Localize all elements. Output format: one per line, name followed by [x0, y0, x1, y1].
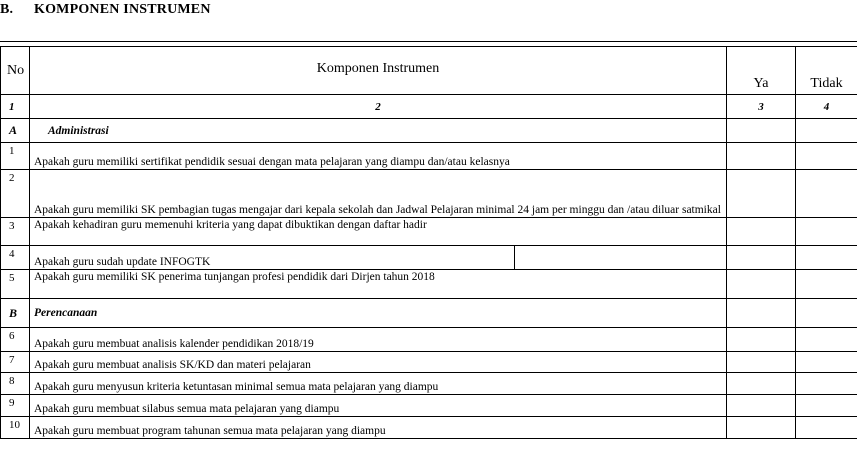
row-number: 8 — [1, 373, 30, 395]
row-text-cell — [30, 143, 727, 170]
row-text: Apakah guru memiliki SK penerima tunjangan profesi pendidik dari Dirjen tahun 2018 — [34, 271, 435, 283]
header-row — [1, 47, 857, 95]
yes-cell[interactable] — [727, 417, 796, 439]
section-number: B. — [0, 2, 14, 17]
yes-cell[interactable] — [727, 270, 796, 299]
table-row — [1, 373, 857, 395]
no-cell[interactable] — [796, 270, 857, 299]
section-row — [1, 119, 857, 143]
top-rule — [0, 41, 857, 42]
row-text-cell — [30, 373, 727, 395]
no-cell[interactable] — [796, 119, 857, 143]
row-text-cell — [30, 395, 727, 417]
section-label: Perencanaan — [34, 307, 98, 319]
section-title-cell — [30, 119, 727, 143]
index-cell: 4 — [796, 95, 857, 119]
row-number: 4 — [1, 246, 30, 270]
index-cell: 3 — [727, 95, 796, 119]
row-number: 2 — [1, 170, 30, 218]
yes-cell[interactable] — [727, 119, 796, 143]
row-text: Apakah guru memiliki sertifikat pendidik sesuai dengan mata pelajaran yang diampu dan/atau kelasnya — [34, 156, 510, 168]
header-yes: Ya — [727, 47, 796, 95]
index-cell: 2 — [30, 95, 727, 119]
row-number: 5 — [1, 270, 30, 299]
yes-cell[interactable] — [727, 299, 796, 328]
table-row — [1, 328, 857, 352]
no-cell[interactable] — [796, 328, 857, 352]
section-code: A — [1, 119, 30, 143]
yes-cell[interactable] — [727, 352, 796, 373]
row-text: Apakah guru membuat analisis SK/KD dan materi pelajaran — [34, 359, 311, 371]
yes-cell[interactable] — [727, 395, 796, 417]
no-cell[interactable] — [796, 417, 857, 439]
yes-cell[interactable] — [727, 328, 796, 352]
row-number: 1 — [1, 143, 30, 170]
yes-cell[interactable] — [727, 373, 796, 395]
row-text: Apakah guru memiliki SK pembagian tugas mengajar dari kepala sekolah dan Jadwal Pelajaran minimal 24 jam per minggu dan /atau diluar satmikal — [34, 204, 721, 216]
no-cell[interactable] — [796, 218, 857, 246]
section-heading — [0, 2, 211, 18]
row-text-cell — [30, 352, 727, 373]
yes-cell[interactable] — [727, 170, 796, 218]
table-row — [1, 246, 857, 270]
section-row — [1, 299, 857, 328]
row-text-cell — [30, 417, 727, 439]
section-label: Administrasi — [48, 124, 109, 137]
no-cell[interactable] — [796, 246, 857, 270]
no-cell[interactable] — [796, 395, 857, 417]
yes-cell[interactable] — [727, 143, 796, 170]
index-cell: 1 — [1, 95, 30, 119]
section-title-cell — [30, 299, 727, 328]
no-cell[interactable] — [796, 143, 857, 170]
row-text: Apakah guru membuat silabus semua mata pelajaran yang diampu — [34, 403, 340, 415]
section-title: KOMPONEN INSTRUMEN — [34, 2, 211, 17]
row-text-cell — [30, 170, 727, 218]
no-cell[interactable] — [796, 352, 857, 373]
row-number: 9 — [1, 395, 30, 417]
table-row — [1, 218, 857, 246]
row-text: Apakah guru menyusun kriteria ketuntasan minimal semua mata pelajaran yang diampu — [34, 381, 439, 393]
no-cell[interactable] — [796, 299, 857, 328]
yes-cell[interactable] — [727, 218, 796, 246]
table-row — [1, 170, 857, 218]
table-row — [1, 395, 857, 417]
row-number: 3 — [1, 218, 30, 246]
table-row — [1, 143, 857, 170]
instrument-table — [0, 46, 857, 439]
row-text-cell — [30, 328, 727, 352]
row-text-cell — [30, 218, 727, 246]
no-cell[interactable] — [796, 373, 857, 395]
row-number: 6 — [1, 328, 30, 352]
table-row — [1, 270, 857, 299]
row-text: Apakah guru membuat program tahunan semua mata pelajaran yang diampu — [34, 425, 386, 437]
header-no-answer: Tidak — [796, 47, 857, 95]
row-text: Apakah kehadiran guru memenuhi kriteria yang dapat dibuktikan dengan daftar hadir — [34, 219, 427, 231]
header-no: No — [1, 47, 30, 95]
header-component: Komponen Instrumen — [30, 47, 727, 95]
section-code: B — [1, 299, 30, 328]
row-text: Apakah guru sudah update INFOGTK — [34, 256, 211, 268]
row-number: 7 — [1, 352, 30, 373]
table-row — [1, 417, 857, 439]
no-cell[interactable] — [796, 170, 857, 218]
yes-cell[interactable] — [727, 246, 796, 270]
table-row — [1, 352, 857, 373]
row-text-cell — [30, 270, 727, 299]
row-number: 10 — [1, 417, 30, 439]
row-text-cell — [30, 246, 727, 270]
row-text: Apakah guru membuat analisis kalender pendidikan 2018/19 — [34, 338, 314, 350]
index-row — [1, 95, 857, 119]
